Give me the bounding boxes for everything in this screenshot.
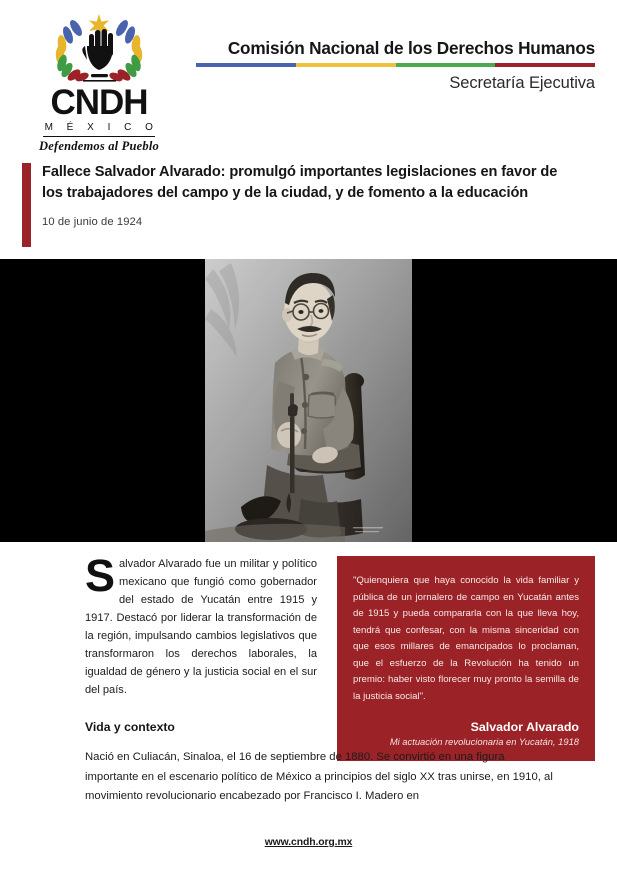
quote-author: Salvador Alvarado [470,720,579,734]
cndh-acronym: CNDH [50,83,148,122]
cndh-logo [28,12,170,154]
color-bar-segment-green [396,63,496,67]
footer-website-link[interactable]: www.cndh.org.mx [264,837,353,848]
color-bar-segment-yellow [296,63,396,67]
color-bar-segment-red [495,63,595,67]
cndh-hand-laurel-emblem [41,12,157,84]
color-bar-segment-blue [196,63,296,67]
title-accent-bar [22,163,31,247]
portrait-photo [205,259,412,542]
header-titles [196,38,595,93]
cndh-country-label: M É X I C O [44,122,159,133]
lead-and-quote-row [0,550,617,747]
article-content [0,550,617,803]
page-title: Fallece Salvador Alvarado: promulgó importantes legislaciones en favor de los trabajadores del campo y de la ciudad, y de fomento a la educación [42,164,558,201]
section-vida-y-contexto [85,720,560,807]
page-header [0,0,617,153]
logo-divider [43,136,155,137]
department-subtitle: Secretaría Ejecutiva [449,74,595,92]
organization-title: Comisión Nacional de los Derechos Humanos [227,38,595,58]
quote-text: "Quienquiera que haya conocido la vida familiar y pública de un jornalero de campo en Yucatán antes de 1915 y pueda compararla con la que lleva hoy, tendrá que confesar, con la misma sinceridad con que esos millares de emancipados lo proclaman, que el esfuerzo de la Revolución ha tenido un premio: haber visto florecer muy pronto la semilla de la justicia social". [353,575,579,702]
photo-banner [0,259,617,542]
cndh-slogan: Defendemos al Pueblo [39,139,159,153]
article-title-block [22,162,595,250]
lead-column [85,550,317,700]
lead-paragraph: Salvador Alvarado fue un militar y político mexicano que fungió como gobernador del estado de Yucatán entre 1915 y 1917. Destacó por liderar la transformación de la región, impulsando cambios legislativos que transformaron los derechos laborales, la igualdad de género y la justicia social en el sur del país. [85,550,317,696]
quote-source: Mi actuación revolucionaria en Yucatán, 1918 [389,736,579,747]
section-heading: Vida y contexto [85,720,175,734]
article-date: 10 de junio de 1924 [42,216,143,229]
brand-color-bar [196,63,595,67]
section-paragraph: Nació en Culiacán, Sinaloa, el 16 de septiembre de 1880. Se convirtió en una figura importante en el escenario político de México a principios del siglo XX tras unirse, en 1910, al movimiento revolucionario encabezado por Francisco I. Madero en [85,751,553,803]
page-footer [0,827,617,879]
